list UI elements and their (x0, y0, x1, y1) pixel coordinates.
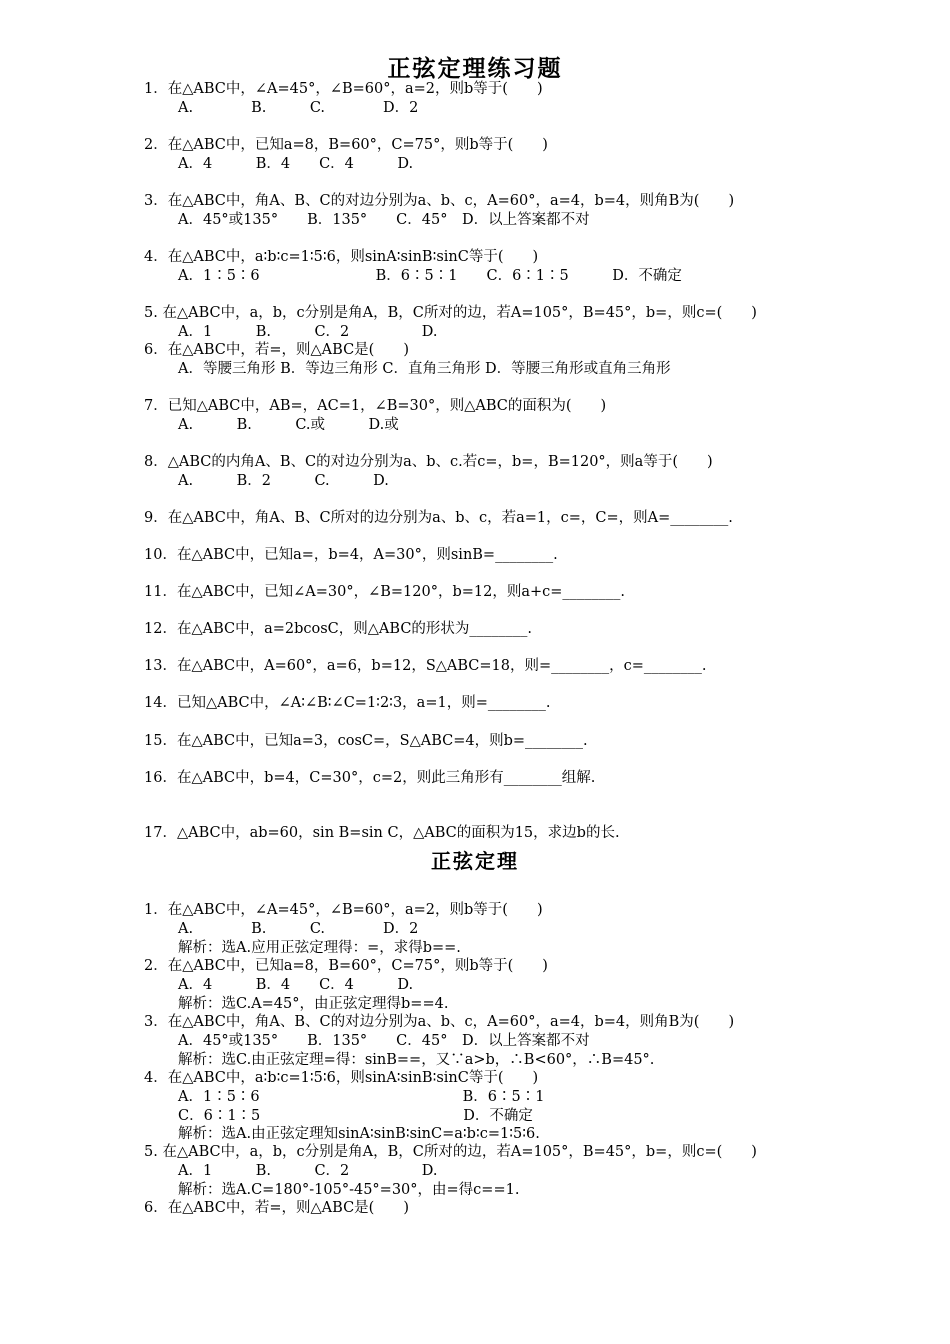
page-title: 正弦定理练习题 (387, 56, 563, 82)
answer-3-options: A．45°或135° B．135° C．45° D．以上答案都不对 (178, 1033, 590, 1049)
question-6-options: A．等腰三角形 B．等边三角形 C．直角三角形 D．等腰三角形或直角三角形 (178, 361, 671, 377)
answer-5-solution: 解析：选A.C=180°-105°-45°=30°，由=得c==1. (178, 1182, 520, 1198)
answer-4-options-ab: A．1∶5∶6 B．6∶5∶1 (178, 1089, 545, 1105)
answer-4-question: 4．在△ABC中，a∶b∶c=1∶5∶6，则sinA∶sinB∶sinC等于( ) (144, 1070, 539, 1086)
section-title: 正弦定理 (431, 849, 519, 873)
question-11: 11．在△ABC中，已知∠A=30°，∠B=120°，b=12，则a+c=________. (144, 584, 625, 600)
question-7-options: A. B. C.或 D.或 (178, 417, 399, 433)
question-2-options: A．4 B．4 C．4 D. (178, 156, 414, 172)
question-5-options: A．1 B. C．2 D. (178, 324, 438, 340)
question-5: 5. 在△ABC中，a，b，c分别是角A，B，C所对的边，若A=105°，B=45°，b=，则c=( ) (144, 305, 757, 321)
answer-4-solution: 解析：选A.由正弦定理知sinA∶sinB∶sinC=a∶b∶c=1∶5∶6. (178, 1126, 540, 1142)
question-2: 2．在△ABC中，已知a=8，B=60°，C=75°，则b等于( ) (144, 137, 548, 153)
question-10: 10．在△ABC中，已知a=，b=4，A=30°，则sinB=________. (144, 547, 558, 563)
question-7: 7．已知△ABC中，AB=，AC=1，∠B=30°，则△ABC的面积为( ) (144, 398, 607, 414)
question-1-options: A. B. C. D．2 (178, 100, 419, 116)
question-3: 3．在△ABC中，角A、B、C的对边分别为a、b、c，A=60°，a=4，b=4，则角B为( ) (144, 193, 735, 209)
question-8-options: A. B．2 C. D. (178, 473, 389, 489)
answer-2-options: A．4 B．4 C．4 D. (178, 977, 414, 993)
answer-6-question: 6．在△ABC中，若=，则△ABC是( ) (144, 1200, 409, 1216)
question-3-options: A．45°或135° B．135° C．45° D．以上答案都不对 (178, 212, 590, 228)
answer-1-solution: 解析：选A.应用正弦定理得：=，求得b==. (178, 940, 461, 956)
question-1: 1．在△ABC中，∠A=45°，∠B=60°，a=2，则b等于( ) (144, 81, 543, 97)
answer-5-options: A．1 B. C．2 D. (178, 1163, 438, 1179)
answer-4-options-cd: C．6∶1∶5 D．不确定 (178, 1108, 533, 1124)
answer-3-solution: 解析：选C.由正弦定理=得：sinB==，又∵a>b，∴B<60°，∴B=45°. (178, 1052, 655, 1068)
answer-1-question: 1．在△ABC中，∠A=45°，∠B=60°，a=2，则b等于( ) (144, 902, 543, 918)
question-8: 8．△ABC的内角A、B、C的对边分别为a、b、c.若c=，b=，B=120°，则a等于( ) (144, 454, 713, 470)
answer-5-question: 5. 在△ABC中，a，b，c分别是角A，B，C所对的边，若A=105°，B=45°，b=，则c=( ) (144, 1144, 757, 1160)
answer-2-solution: 解析：选C.A=45°，由正弦定理得b==4. (178, 996, 449, 1012)
question-16: 16．在△ABC中，b=4，C=30°，c=2，则此三角形有________组解. (144, 770, 596, 786)
question-14: 14．已知△ABC中，∠A∶∠B∶∠C=1∶2∶3，a=1，则=________. (144, 695, 551, 711)
question-6: 6．在△ABC中，若=，则△ABC是( ) (144, 342, 409, 358)
question-17: 17．△ABC中，ab=60，sin B=sin C，△ABC的面积为15，求边b的长. (144, 825, 620, 841)
question-4-options: A．1∶5∶6 B．6∶5∶1 C．6∶1∶5 D．不确定 (178, 268, 682, 284)
question-4: 4．在△ABC中，a∶b∶c=1∶5∶6，则sinA∶sinB∶sinC等于( ) (144, 249, 539, 265)
answer-1-options: A. B. C. D．2 (178, 921, 419, 937)
question-15: 15．在△ABC中，已知a=3，cosC=，S△ABC=4，则b=________. (144, 733, 588, 749)
answer-3-question: 3．在△ABC中，角A、B、C的对边分别为a、b、c，A=60°，a=4，b=4，则角B为( ) (144, 1014, 735, 1030)
question-12: 12．在△ABC中，a=2bcosC，则△ABC的形状为________. (144, 621, 533, 637)
answer-2-question: 2．在△ABC中，已知a=8，B=60°，C=75°，则b等于( ) (144, 958, 548, 974)
question-13: 13．在△ABC中，A=60°，a=6，b=12，S△ABC=18，则=________，c=________. (144, 658, 707, 674)
question-9: 9．在△ABC中，角A、B、C所对的边分别为a、b、c，若a=1，c=，C=，则A=________. (144, 510, 733, 526)
